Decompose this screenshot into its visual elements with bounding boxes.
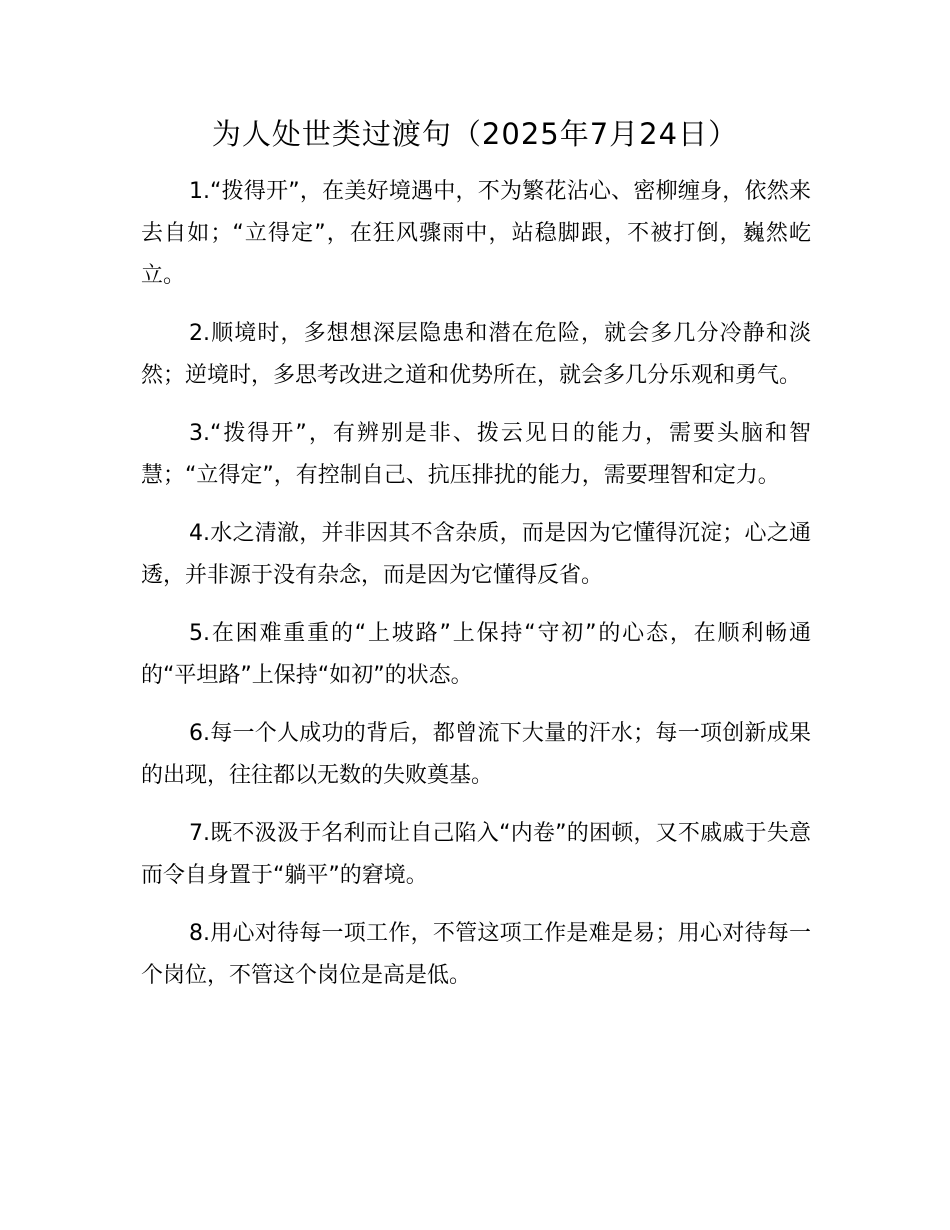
paragraph-3: 3.“拨得开”，有辨别是非、拨云见日的能力，需要头脑和智慧；“立得定”，有控制自己、抗压排扰的能力，需要理智和定力。: [141, 421, 811, 488]
document-body: [141, 171, 811, 1013]
paragraph-8: 8.用心对待每一项工作，不管这项工作是难是易；用心对待每一个岗位，不管这个岗位是高是低。: [141, 921, 811, 988]
paragraph-5: 5.在困难重重的“上坡路”上保持“守初”的心态，在顺利畅通的“平坦路”上保持“如初”的状态。: [141, 621, 811, 688]
paragraph-6: 6.每一个人成功的背后，都曾流下大量的汗水；每一项创新成果的出现，往往都以无数的失败奠基。: [141, 721, 811, 788]
page-title: 为人处世类过渡句（2025年7月24日）: [211, 117, 739, 151]
paragraph-2: 2.顺境时，多想想深层隐患和潜在危险，就会多几分冷静和淡然；逆境时，多思考改进之道和优势所在，就会多几分乐观和勇气。: [141, 321, 811, 388]
paragraph-4: 4.水之清澈，并非因其不含杂质，而是因为它懂得沉淀；心之通透，并非源于没有杂念，而是因为它懂得反省。: [141, 521, 811, 588]
paragraph-7: 7.既不汲汲于名利而让自己陷入“内卷”的困顿，又不戚戚于失意而令自身置于“躺平”的窘境。: [141, 821, 811, 888]
paragraph-1: 1.“拨得开”，在美好境遇中，不为繁花沾心、密柳缠身，依然来去自如；“立得定”，在狂风骤雨中，站稳脚跟，不被打倒，巍然屹立。: [141, 179, 811, 288]
